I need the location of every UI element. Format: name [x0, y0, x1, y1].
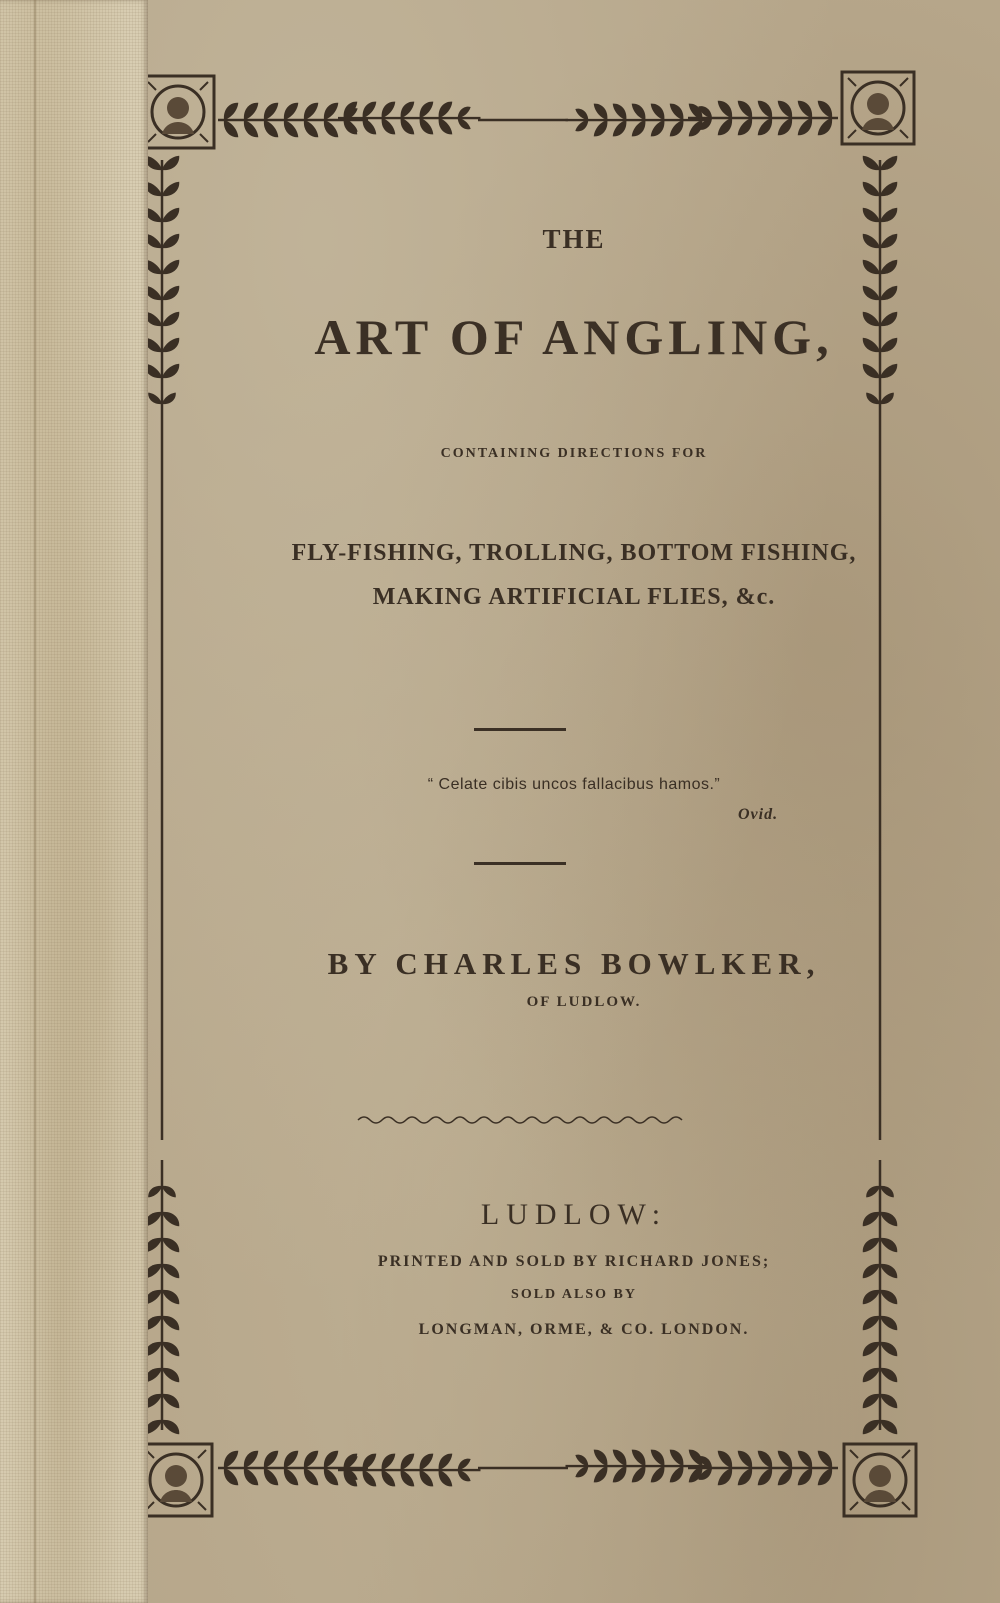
epigraph-author: Ovid.: [738, 806, 779, 823]
front-board: [148, 0, 1000, 1603]
cloth-spine: [0, 0, 148, 1603]
imprint-sold-also: SOLD ALSO BY: [511, 1287, 637, 1302]
subtitle-line-2: MAKING ARTIFICIAL FLIES, &c.: [372, 584, 776, 610]
book-title: ART OF ANGLING,: [314, 309, 834, 365]
imprint-place: LUDLOW:: [480, 1198, 668, 1231]
title-the: THE: [542, 224, 606, 254]
epigraph: “ Celate cibis uncos fallacibus hamos.”: [427, 776, 721, 793]
subtitle-line-1: FLY-FISHING, TROLLING, BOTTOM FISHING,: [291, 540, 857, 566]
containing-directions: CONTAINING DIRECTIONS FOR: [440, 446, 708, 461]
imprint-publisher: LONGMAN, ORME, & CO. LONDON.: [418, 1321, 750, 1338]
author-name: BY CHARLES BOWLKER,: [327, 946, 821, 981]
divider-rule-bottom: [474, 862, 566, 865]
divider-rule-top: [474, 728, 566, 731]
imprint-printer: PRINTED AND SOLD BY RICHARD JONES;: [377, 1253, 771, 1270]
spine-hinge: [34, 0, 36, 1603]
author-origin: OF LUDLOW.: [526, 994, 642, 1010]
